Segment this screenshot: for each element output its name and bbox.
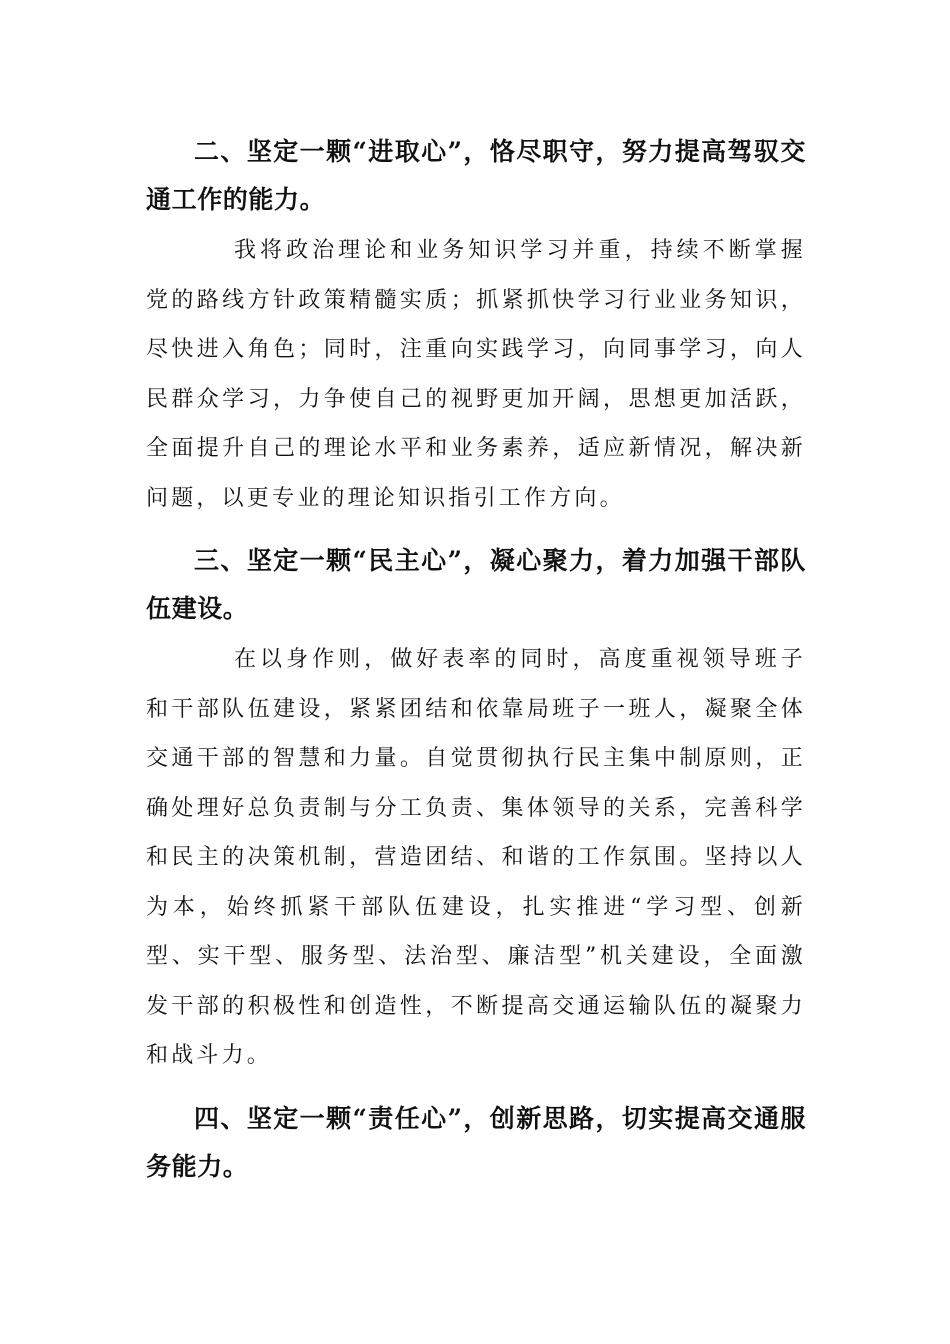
section-two — [146, 128, 806, 523]
section-four — [146, 1095, 806, 1191]
document-body — [146, 128, 806, 1191]
section-paragraph: 我将政治理论和业务知识学习并重，持续不断掌握党的路线方针政策精髓实质；抓紧抓快学习行业业务知识，尽快进入角色；同时，注重向实践学习，向同事学习，向人民群众学习，力争使自己的视野更加开阔，思想更加活跃，全面提升自己的理论水平和业务素养，适应新情况，解决新问题，以更专业的理论知识指引工作方向。 — [146, 238, 806, 511]
section-paragraph: 在以身作则，做好表率的同时，高度重视领导班子和干部队伍建设，紧紧团结和依靠局班子一班人，凝聚全体交通干部的智慧和力量。自觉贯彻执行民主集中制原则，正确处理好总负责制与分工负责、集体领导的关系，完善科学和民主的决策机制，营造团结、和谐的工作氛围。坚持以人为本，始终抓紧干部队伍建设，扎实推进“学习型、创新型、实干型、服务型、法治型、廉洁型”机关建设，全面激发干部的积极性和创造性，不断提高交通运输队伍的凝聚力和战斗力。 — [146, 647, 806, 1068]
section-three — [146, 537, 806, 1081]
section-heading: 四、坚定一颗“责任心”，创新思路，切实提高交通服务能力。 — [146, 1103, 806, 1181]
section-heading: 三、坚定一颗“民主心”，凝心聚力，着力加强干部队伍建设。 — [146, 546, 806, 623]
section-heading: 二、坚定一颗“进取心”，恪尽职守，努力提高驾驭交通工作的能力。 — [146, 137, 806, 214]
